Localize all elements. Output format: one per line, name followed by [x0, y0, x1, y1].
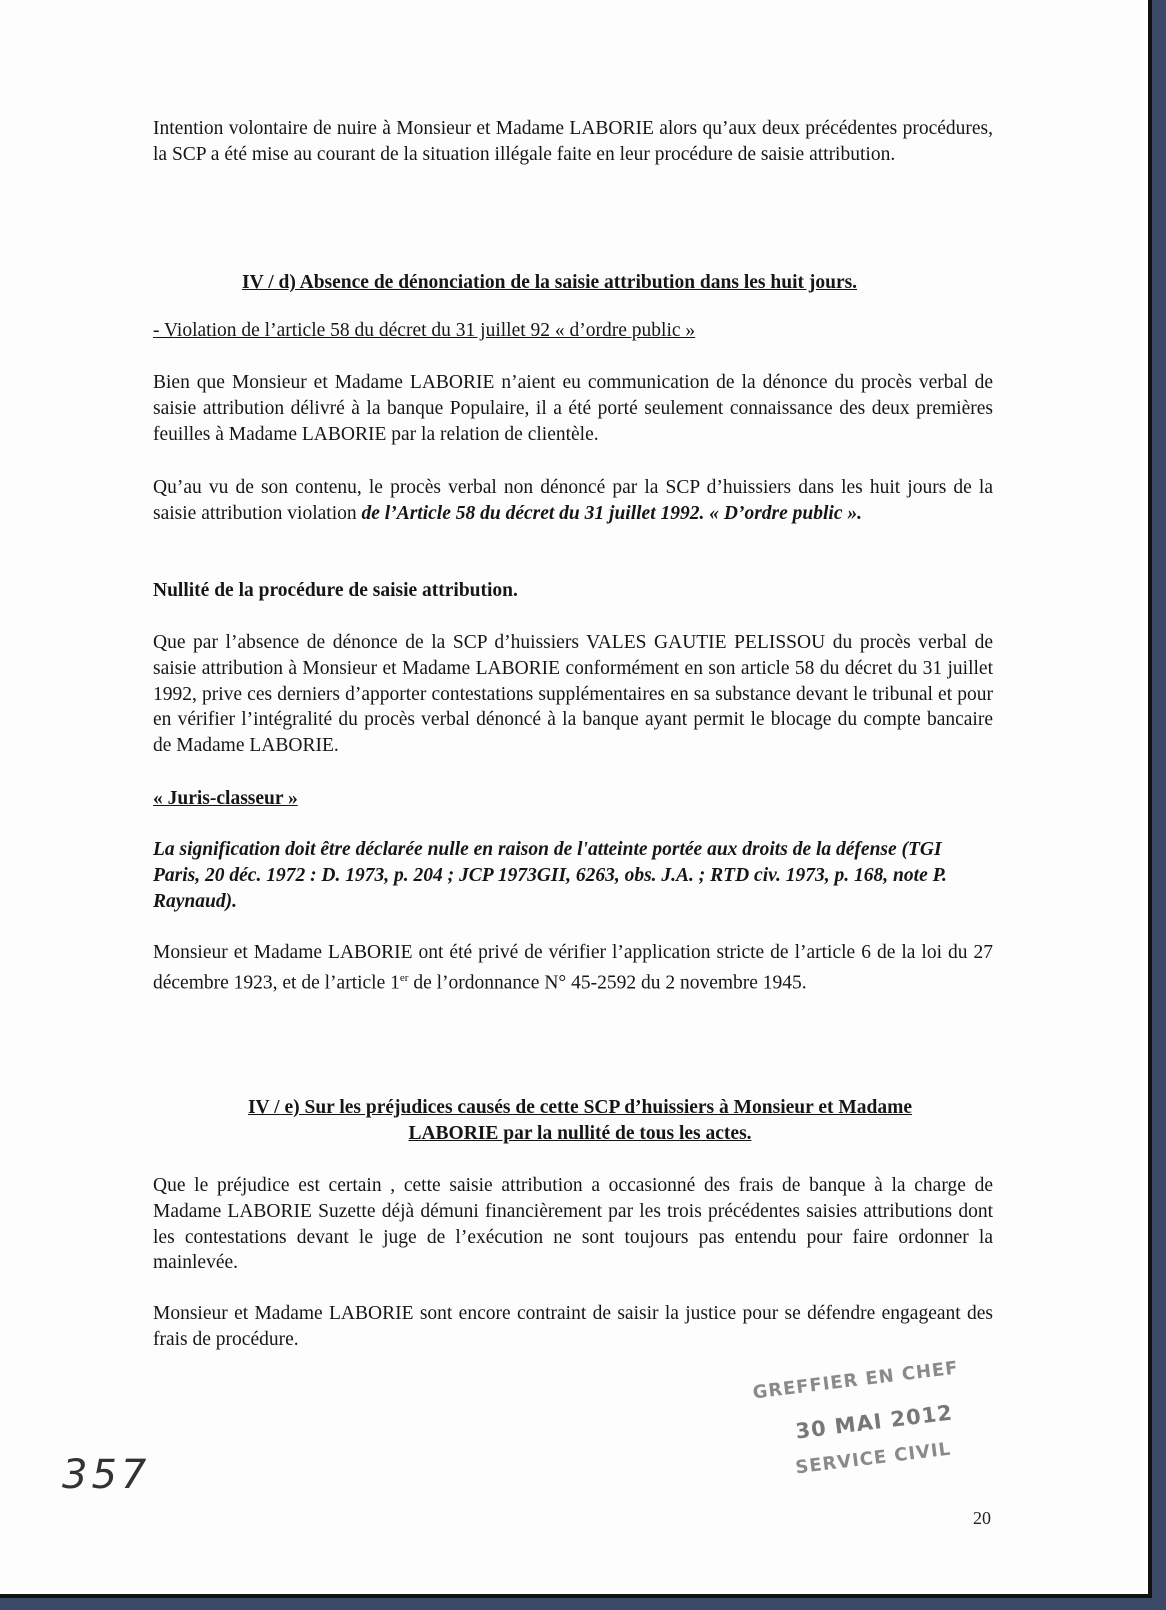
heading-line: IV / e) Sur les préjudices causés de cette SCP d’huissiers à Monsieur et Madame — [247, 1097, 913, 1118]
section-e-heading — [160, 1095, 1000, 1147]
stamp-line: GREFFIER EN CHEF — [751, 1357, 960, 1404]
heading-line: LABORIE par la nullité de tous les actes. — [408, 1122, 752, 1144]
page-number: 20 — [973, 1508, 991, 1528]
paragraph — [153, 940, 993, 996]
juris-classeur-label: « Juris-classeur » — [153, 788, 298, 809]
paragraph: Que par l’absence de dénonce de la SCP d’huissiers VALES GAUTIE PELISSOU du procès verbal de saisie attribution à Monsieur et Madame LABORIE conformément en son article 58 du décret du 31 juillet 1992, prive ces derniers d’apporter contestations supplémentaires en sa substance devant le tribunal et pour en vérifier l’intégralité du procès verbal dénoncé à la banque ayant permit le blocage du compte bancaire de Madame LABORIE. — [153, 632, 993, 757]
paragraph-text: Qu’au vu de son contenu, le procès verbal non dénoncé par la SCP d’huissiers dans les huit jours de la saisie attribution violation — [153, 477, 993, 524]
paragraph — [153, 475, 993, 527]
paragraph-text: de l’ordonnance N° 45-2592 du 2 novembre 1945. — [408, 972, 807, 994]
jurisprudence-quote: La signification doit être déclarée nulle en raison de l'atteinte portée aux droits de la défense (TGI Paris, 20 déc. 1972 : D. 1973, p. 204 ; JCP 1973GII, 6263, obs. J.A. ; RTD civ. 1973, p. 168, note P. Raynaud). — [153, 839, 947, 912]
paragraph: Bien que Monsieur et Madame LABORIE n’aient eu communication de la dénonce du procès verbal de saisie attribution délivré à la banque Populaire, il a été porté seulement connaissance des deux premières feuilles à Madame LABORIE par la relation de clientèle. — [153, 372, 993, 445]
stamp-date: 30 MAI 2012 — [794, 1400, 955, 1444]
paragraph: Que le préjudice est certain , cette saisie attribution a occasionné des frais de banque à la charge de Madame LABORIE Suzette déjà démuni financièrement par les trois précédentes saisies attributions dont les contestations devant le juge de l’exécution ne sont toujours pas entendu pour faire ordonner la mainlevée. — [153, 1175, 993, 1274]
legal-reference: de l’Article 58 du décret du 31 juillet 1992. « D’ordre public ». — [361, 502, 862, 524]
handwritten-number: 357 — [62, 1452, 151, 1498]
nullity-heading: Nullité de la procédure de saisie attribution. — [153, 580, 518, 601]
section-d-heading: IV / d) Absence de dénonciation de la saisie attribution dans les huit jours. — [242, 272, 858, 293]
paragraph: Monsieur et Madame LABORIE sont encore contraint de saisir la justice pour se défendre engageant des frais de procédure. — [153, 1303, 993, 1350]
intro-paragraph: Intention volontaire de nuire à Monsieur et Madame LABORIE alors qu’aux deux précédentes procédures, la SCP a été mise au courant de la situation illégale faite en leur procédure de saisie attribution. — [153, 118, 993, 165]
superscript: er — [399, 971, 409, 984]
section-d-subheading: - Violation de l’article 58 du décret du 31 juillet 92 « d’ordre public » — [153, 320, 696, 341]
paragraph-text: Monsieur et Madame LABORIE ont été privé de vérifier l’application stricte de l’article 6 de la loi du 27 décembre 1923, et de l’article 1 — [153, 942, 993, 994]
stamp-line: SERVICE CIVIL — [794, 1438, 953, 1479]
